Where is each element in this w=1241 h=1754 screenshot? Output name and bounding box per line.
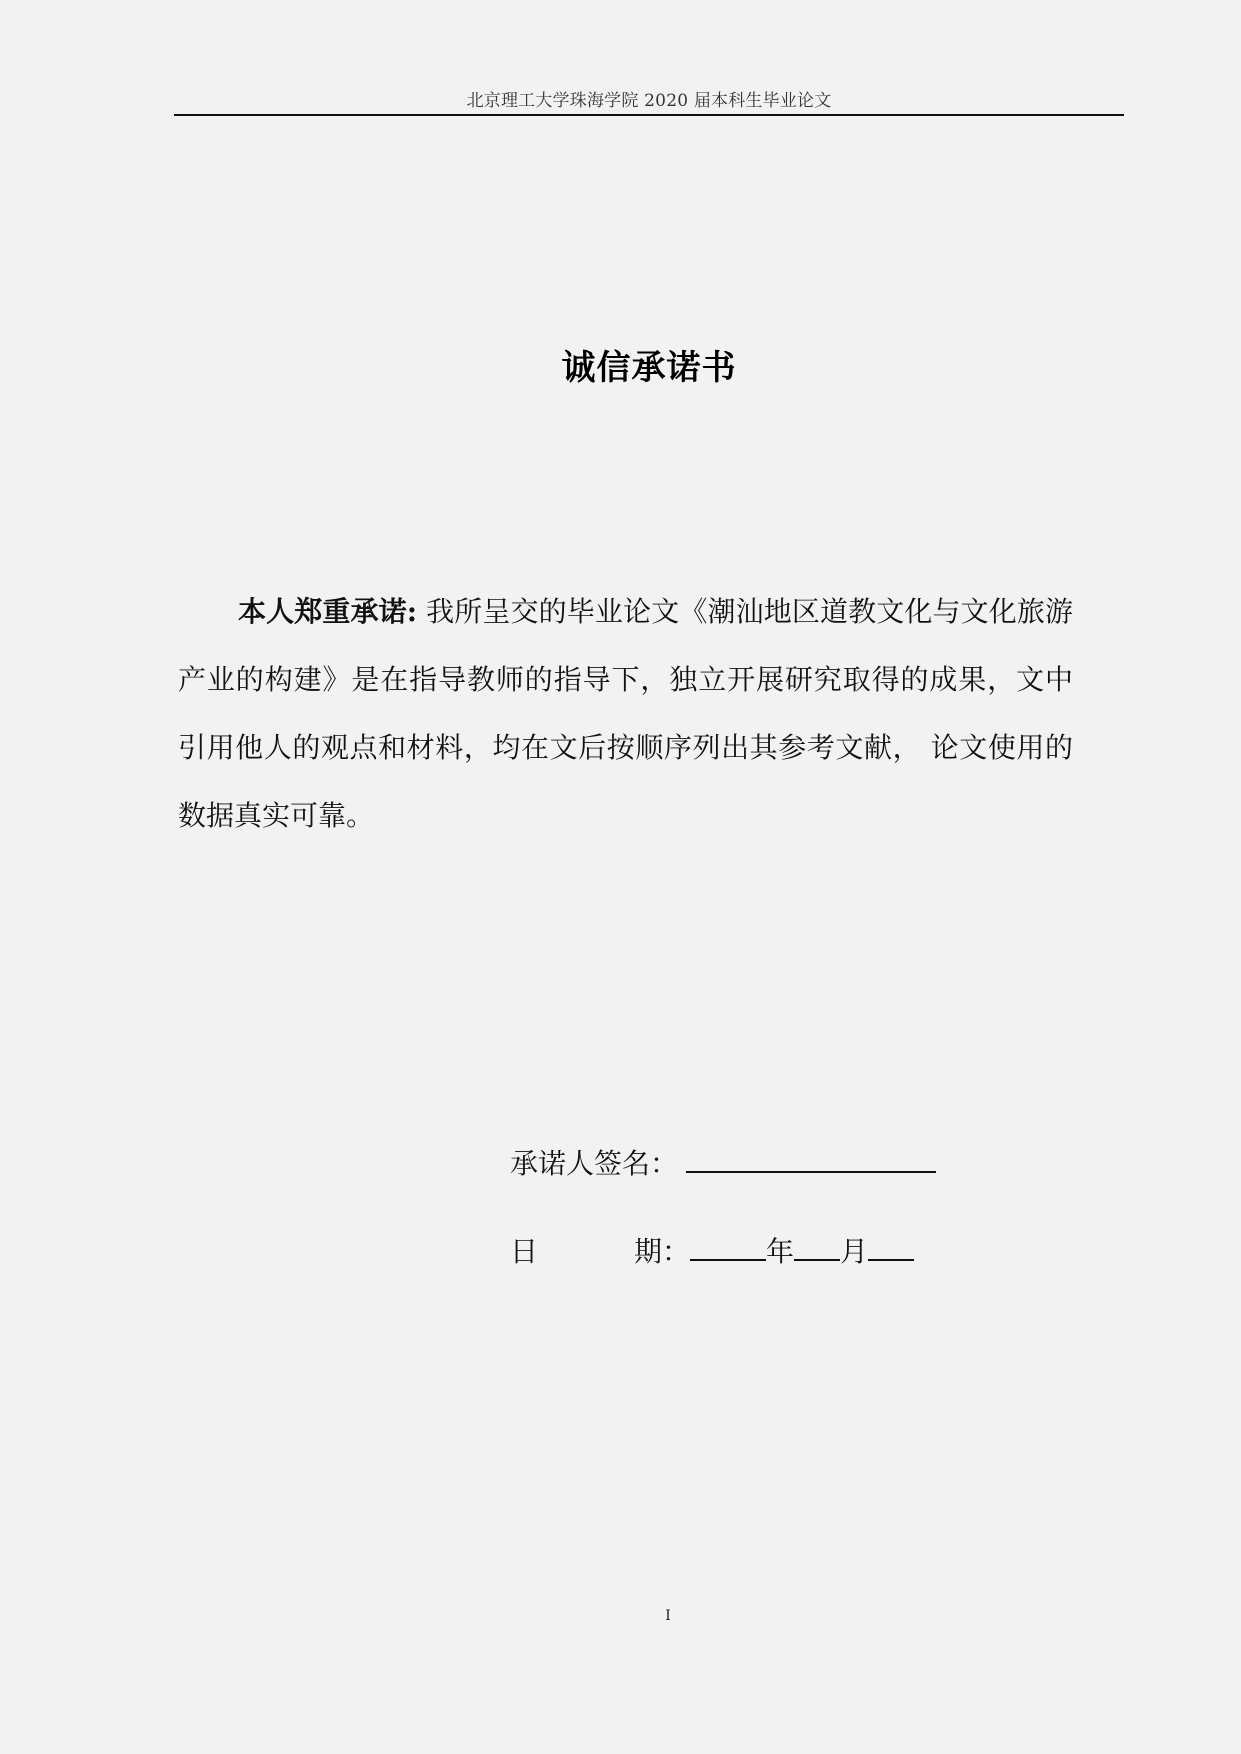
signature-blank[interactable] [686, 1147, 936, 1173]
year-blank[interactable] [690, 1235, 766, 1261]
commitment-text: 我所呈交的毕业论文《潮汕地区道教文化与文化旅游产业的构建》是在指导教师的指导下，独立开展研究取得的成果，文中引用他人的观点和材料，均在文后按顺序列出其参考文献， 论文使用的数据真实可靠。 [178, 595, 1074, 832]
signature-label: 承诺人签名： [510, 1147, 679, 1180]
commitment-lead: 本人郑重承诺: [238, 595, 418, 628]
document-title: 诚信承诺书 [561, 348, 737, 388]
date-label-period: 期： [634, 1235, 691, 1268]
day-blank[interactable] [868, 1235, 914, 1261]
year-label: 年 [766, 1235, 795, 1268]
signature-row [510, 1142, 936, 1182]
date-row [510, 1230, 914, 1270]
date-label-day: 日 [510, 1235, 539, 1268]
header-rule [174, 114, 1124, 116]
month-blank[interactable] [794, 1235, 840, 1261]
page-number: I [665, 1608, 671, 1624]
page-header: 北京理工大学珠海学院 2020 届本科生毕业论文 [466, 91, 832, 111]
commitment-paragraph [178, 578, 1073, 850]
month-label: 月 [840, 1235, 869, 1268]
